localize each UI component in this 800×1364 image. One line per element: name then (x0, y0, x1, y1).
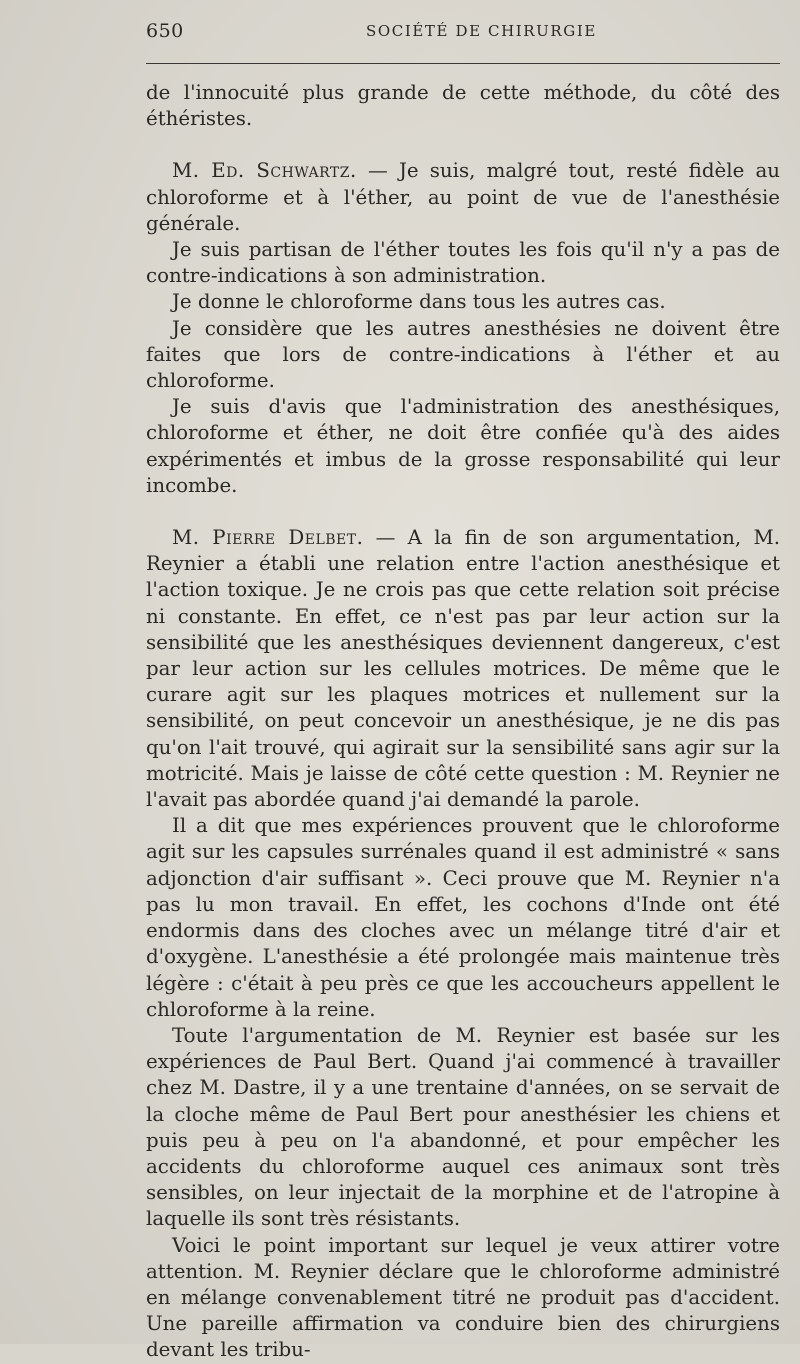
paragraph: Il a dit que mes expériences prouvent que le chloroforme agit sur les capsules surrénales quand il est administré « sans adjonction d'air suffisant ». Ceci prouve que M. Reynier n'a pas lu mon travail. En effet, les cochons d'Inde ont été endormis dans des cloches avec un mélange titré d'air et d'oxygène. L'anesthésie a été prolongée mais maintenue très légère : c'était à peu près ce que les accoucheurs appellent le chloroforme à la reine. (146, 814, 780, 1021)
paragraph: Je donne le chloroforme dans tous les autres cas. (172, 290, 666, 314)
running-title: SOCIÉTÉ DE CHIRURGIE (366, 22, 597, 40)
paragraph: Voici le point important sur lequel je veux attirer votre attention. M. Reynier déclare que le chloroforme administré en mélange convenablement titré ne produit pas d'accident. Une pareille affirmation va conduire bien des chirurgiens devant les tribu- (146, 1233, 780, 1362)
header-rule (146, 63, 780, 64)
paragraph: Toute l'argumentation de M. Reynier est basée sur les expériences de Paul Bert. Quand j'ai commencé à travailler chez M. Dastre, il y a une trentaine d'années, on se servait de la cloche même de Paul Bert pour anesthésier les chiens et puis peu à peu on l'a abandonné, et pour empêcher les accidents du chloroforme auquel ces animaux sont très sensibles, on leur injectait de la morphine et de l'atropine à laquelle ils sont très résistants. (146, 1023, 780, 1231)
paragraph-schwartz-intro (146, 158, 780, 237)
paragraph-text: — A la fin de son argumentation, M. Reynier a établi une relation entre l'action anesthésique et l'action toxique. Je ne crois pas que cette relation soit précise ni constante. En effet, ce n'est pas par leur action sur la sensibilité que les anesthésiques deviennent dangereux, c'est par leur action sur les cellules motrices. De même que le curare agit sur les plaques motrices et nullement sur la sensibilité, on peut concevoir un anesthésique, je ne dis pas qu'on l'ait trouvé, qui agirait sur la sensibilité sans agir sur la motricité. Mais je laisse de côté cette question : M. Reynier ne l'avait pas abordée quand j'ai demandé la parole. (146, 526, 780, 812)
paragraph: Je suis partisan de l'éther toutes les fois qu'il n'y a pas de contre-indications à son administration. (146, 238, 780, 288)
speaker-name: M. Pierre Delbet. (172, 526, 364, 550)
paragraph: Je suis d'avis que l'administration des anesthésiques, chloroforme et éther, ne doit être confiée qu'à des aides expérimentés et imbus de la grosse responsabilité qui leur incombe. (146, 395, 780, 497)
paragraph-delbet-intro (146, 525, 780, 813)
paragraph-continuation: de l'innocuité plus grande de cette méthode, du côté des éthéristes. (146, 81, 780, 131)
page-body (146, 80, 780, 1364)
paragraph: Je considère que les autres anesthésies ne doivent être faites que lors de contre-indications à l'éther et au chloroforme. (146, 316, 780, 393)
page-header (146, 18, 780, 46)
speaker-name: M. Ed. Schwartz. (172, 159, 357, 183)
page-number: 650 (146, 20, 184, 42)
paragraph-text: — Je suis, malgré tout, resté fidèle au chloroforme et à l'éther, au point de vue de l'anesthésie générale. (146, 159, 780, 235)
